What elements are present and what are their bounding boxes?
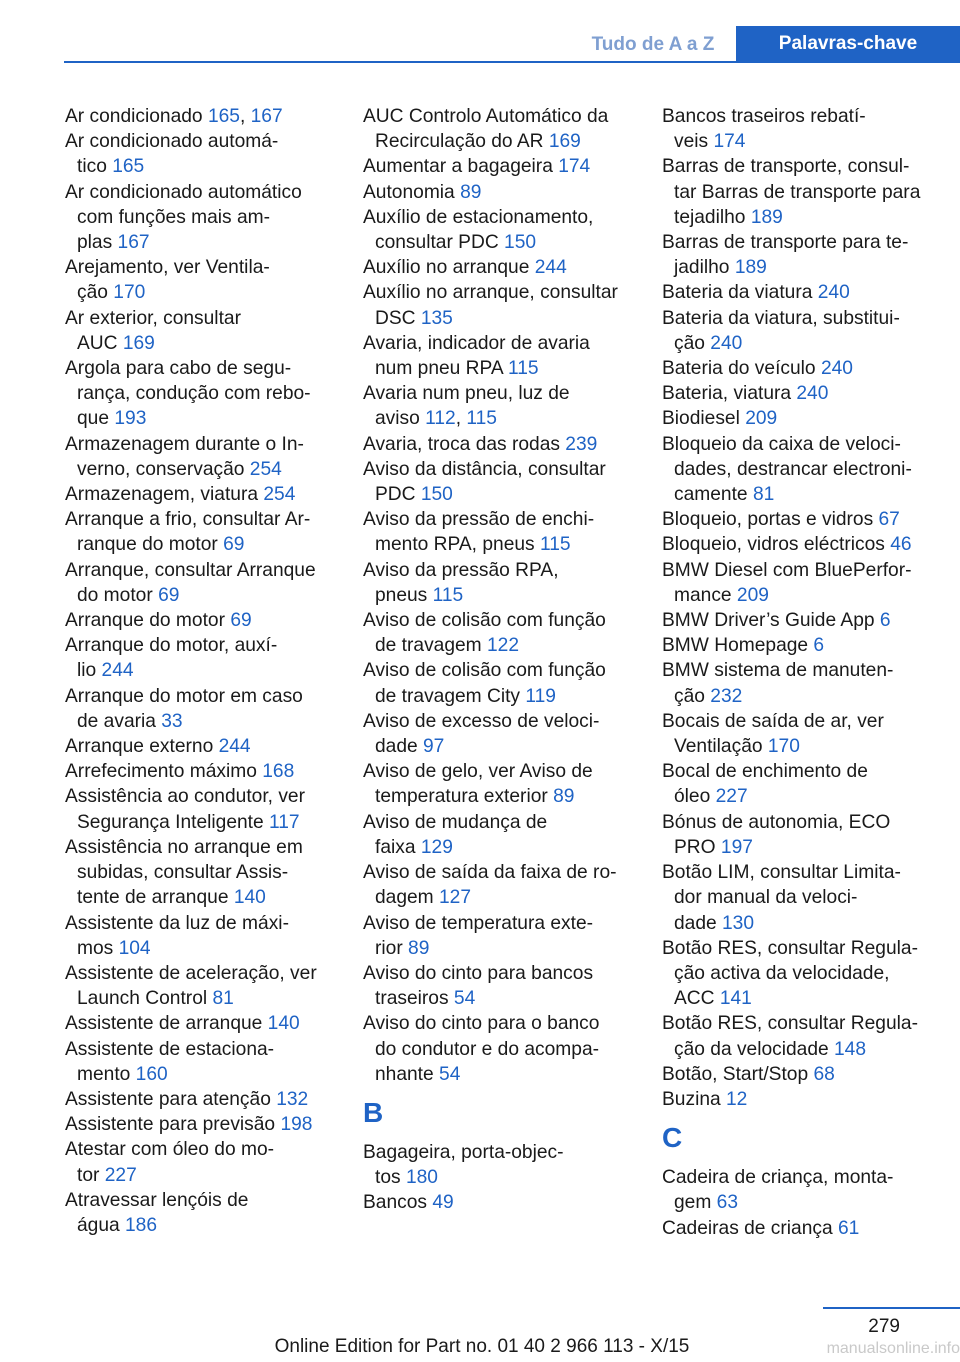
index-entry-text: BMW Driver’s Guide App xyxy=(662,610,880,632)
index-entry-text: Bocal de enchimento de óleo xyxy=(662,761,868,808)
index-entry-text: Arranque do motor xyxy=(65,610,231,632)
page-link[interactable]: 244 xyxy=(534,257,567,279)
index-entry-text: Auxílio no arranque xyxy=(363,257,535,279)
page-link[interactable]: 81 xyxy=(212,988,234,1010)
page-link[interactable]: 49 xyxy=(432,1192,454,1214)
index-entry xyxy=(662,608,956,633)
page-link[interactable]: 170 xyxy=(113,282,146,304)
page-link[interactable]: 209 xyxy=(745,408,778,430)
index-entry-text: Aumentar a bagageira xyxy=(363,156,559,178)
index-entry-text: Ar condicionado xyxy=(65,106,208,127)
page-link[interactable]: 227 xyxy=(104,1164,137,1186)
index-entry xyxy=(363,104,651,154)
index-entry-text: Bateria do veículo xyxy=(662,358,821,380)
index-entry xyxy=(65,911,353,961)
index-entry xyxy=(662,1165,956,1215)
page-link[interactable]: 197 xyxy=(720,836,753,858)
index-column-1 xyxy=(65,104,353,1238)
index-entry xyxy=(363,1140,651,1190)
page-link[interactable]: 115 xyxy=(466,408,497,430)
index-entry-text: Atestar com óleo do mo- tor xyxy=(65,1139,275,1186)
page-link[interactable]: 174 xyxy=(558,156,591,178)
index-entry xyxy=(65,180,353,256)
index-entry xyxy=(363,558,651,608)
page-link[interactable]: 209 xyxy=(736,584,769,606)
index-entry xyxy=(363,658,651,708)
index-entry xyxy=(363,432,651,457)
index-entry xyxy=(363,280,651,330)
page-link[interactable]: 130 xyxy=(722,912,755,934)
page-link[interactable]: 165 xyxy=(207,106,240,127)
index-entry xyxy=(65,1011,353,1036)
index-letter-heading: C xyxy=(662,1122,683,1154)
index-entry xyxy=(363,381,651,431)
index-entry-text: Cadeiras de criança xyxy=(662,1217,838,1239)
page-link[interactable]: 148 xyxy=(834,1038,867,1060)
index-entry-text: Aviso da pressão de enchi- mento RPA, pneus xyxy=(363,509,595,556)
page-link[interactable]: 115 xyxy=(432,584,464,606)
index-entry-text: Botão RES, consultar Regula- ção activa da velocidade, ACC xyxy=(662,937,918,1010)
page-link[interactable]: 81 xyxy=(752,484,775,506)
index-entry xyxy=(662,356,956,381)
index-entry-text: Aviso da pressão RPA, pneus xyxy=(363,559,559,606)
page-link[interactable]: 12 xyxy=(726,1088,748,1110)
index-entry-text: Bateria da viatura, substitui- ção xyxy=(662,307,900,354)
index-entry-text: Aviso de mudança de faixa xyxy=(363,811,548,858)
page-link[interactable]: 61 xyxy=(837,1217,860,1239)
index-letter-heading: B xyxy=(363,1096,384,1128)
page-link[interactable]: 169 xyxy=(548,131,581,153)
page-link[interactable]: 122 xyxy=(487,635,520,657)
index-entry xyxy=(662,936,956,1012)
page-link[interactable]: 167 xyxy=(250,106,283,127)
index-entry-text: Aviso de excesso de veloci- dade xyxy=(363,710,600,758)
index-entry-text: BMW sistema de manuten- ção xyxy=(662,660,894,707)
page-link[interactable]: 227 xyxy=(715,786,748,808)
index-entry xyxy=(65,482,353,507)
index-entry xyxy=(662,810,956,860)
index-entry xyxy=(662,860,956,936)
index-entry-text: Arrefecimento máximo xyxy=(65,761,263,783)
index-entry xyxy=(65,1188,353,1238)
page-link[interactable]: 240 xyxy=(796,383,829,405)
index-entry xyxy=(363,154,651,179)
page-link[interactable]: 69 xyxy=(223,534,245,556)
index-entry-text: BMW Diesel com BluePerfor- mance xyxy=(662,559,912,606)
index-entry xyxy=(65,1037,353,1087)
index-entry-text: Bateria, viatura xyxy=(662,383,797,405)
page-link[interactable]: 244 xyxy=(218,736,251,758)
index-entry-text: Aviso de saída da faixa de ro- dagem xyxy=(363,862,617,909)
page-header xyxy=(0,0,960,64)
page-link[interactable]: 104 xyxy=(118,937,151,959)
page-link[interactable]: 254 xyxy=(263,484,296,506)
index-entry-text: Assistente para atenção xyxy=(65,1088,277,1110)
index-entry-text: Avaria, troca das rodas xyxy=(363,433,566,455)
page-link[interactable]: 141 xyxy=(719,988,752,1010)
page-link[interactable]: 117 xyxy=(269,811,300,833)
index-entry-text: BMW Homepage xyxy=(662,635,814,657)
page-link[interactable]: 189 xyxy=(750,206,783,228)
index-entry-text: Biodiesel xyxy=(662,408,746,430)
index-entry-text: AUC Controlo Automático da Recirculação do AR xyxy=(363,106,609,153)
index-entry xyxy=(662,432,956,508)
index-entry-text: Bancos xyxy=(363,1192,433,1214)
index-entry xyxy=(65,633,353,683)
page-link[interactable]: 140 xyxy=(233,887,266,909)
page-link[interactable]: 68 xyxy=(813,1063,835,1085)
index-entry xyxy=(65,255,353,305)
page-link[interactable]: 160 xyxy=(135,1063,168,1085)
page-link[interactable]: 89 xyxy=(553,786,575,808)
page-number: 279 xyxy=(868,1316,900,1337)
index-entry-text: Aviso de colisão com função de travagem City xyxy=(363,660,606,707)
page-link[interactable]: 119 xyxy=(525,685,556,707)
page-link[interactable]: 174 xyxy=(713,131,746,153)
index-entry-text: Auxílio no arranque, consultar DSC xyxy=(363,282,618,329)
index-entry xyxy=(65,734,353,759)
index-column-2 xyxy=(363,104,651,1216)
index-entry xyxy=(65,104,353,129)
header-rule xyxy=(64,61,960,63)
page-link[interactable]: 54 xyxy=(439,1063,461,1085)
index-entry-text: Armazenagem, viatura xyxy=(65,484,264,506)
page-link[interactable]: 135 xyxy=(420,307,453,329)
index-entry-text: Arejamento, ver Ventila- ção xyxy=(65,257,270,304)
index-entry-text: Bagageira, porta-objec- tos xyxy=(363,1141,564,1189)
index-entry xyxy=(363,255,651,280)
index-entry xyxy=(662,507,956,532)
page-link[interactable]: 115 xyxy=(507,358,539,380)
page-link[interactable]: 239 xyxy=(565,433,598,455)
page-link[interactable]: 232 xyxy=(710,685,743,707)
page-separator: , xyxy=(239,106,251,127)
page-link[interactable]: 193 xyxy=(114,408,147,430)
page-link[interactable]: 189 xyxy=(734,257,767,279)
index-entry-text: Arranque do motor, auxí- lio xyxy=(65,635,278,682)
page-link[interactable]: 46 xyxy=(890,534,912,556)
edition-line: Online Edition for Part no. 01 40 2 966 113 - X/15 xyxy=(274,1336,690,1357)
page-link[interactable]: 129 xyxy=(420,836,453,858)
page-link[interactable]: 254 xyxy=(249,458,282,480)
index-entry xyxy=(363,810,651,860)
index-entry xyxy=(662,1062,956,1087)
page-link[interactable]: 240 xyxy=(820,358,853,380)
index-entry xyxy=(65,759,353,784)
index-entry xyxy=(65,558,353,608)
index-entry xyxy=(662,1216,956,1241)
index-entry-text: Bónus de autonomia, ECO PRO xyxy=(662,811,891,858)
page-link[interactable]: 63 xyxy=(716,1192,739,1214)
index-entry xyxy=(65,835,353,911)
page-link[interactable]: 6 xyxy=(813,635,825,657)
index-entry-text: Bateria da viatura xyxy=(662,282,818,304)
index-entry-text: Armazenagem durante o In- verno, conservação xyxy=(65,433,304,480)
page-link[interactable]: 168 xyxy=(262,761,295,783)
index-entry-text: Bancos traseiros rebatí- veis xyxy=(662,106,866,153)
index-entry-text: Barras de transporte, consul- tar Barras de transporte para tejadilho xyxy=(662,156,921,228)
page-link[interactable]: 89 xyxy=(408,937,430,959)
index-entry xyxy=(65,784,353,834)
index-entry-text: Bloqueio, portas e vidros xyxy=(662,509,879,531)
index-entry-text: Assistente para previsão xyxy=(65,1114,281,1136)
index-entry-text: Arranque externo xyxy=(65,736,219,758)
page-link[interactable]: 132 xyxy=(276,1088,309,1110)
index-entry-text: Autonomia xyxy=(363,181,461,203)
page-link[interactable]: 165 xyxy=(112,156,145,178)
index-entry xyxy=(662,104,956,154)
index-entry xyxy=(363,205,651,255)
index-entry-text: Botão, Start/Stop xyxy=(662,1063,814,1085)
index-entry-text: Assistente de arranque xyxy=(65,1013,268,1035)
index-entry xyxy=(662,280,956,305)
index-entry xyxy=(363,1011,651,1087)
index-entry xyxy=(662,381,956,406)
index-entry xyxy=(363,608,651,658)
page-link[interactable]: 150 xyxy=(504,232,537,254)
tab-palavras-chave[interactable]: Palavras-chave xyxy=(736,26,960,61)
index-entry xyxy=(65,432,353,482)
index-column-3 xyxy=(662,104,956,1241)
index-entry xyxy=(363,709,651,759)
page-link[interactable]: 170 xyxy=(767,736,800,758)
index-entry-text: Avaria, indicador de avaria num pneu RPA xyxy=(363,332,590,380)
page-link[interactable]: 67 xyxy=(878,509,900,531)
index-entry-text: Auxílio de estacionamento, consultar PDC xyxy=(363,206,594,254)
index-entry xyxy=(662,759,956,809)
index-entry xyxy=(662,558,956,608)
index-entry-text: Atravessar lençóis de água xyxy=(65,1189,249,1236)
index-entry-text: Assistência ao condutor, ver Segurança Inteligente xyxy=(65,786,305,833)
index-entry xyxy=(65,1137,353,1187)
index-entry-text: Ar exterior, consultar AUC xyxy=(65,307,241,354)
page-link[interactable]: 140 xyxy=(267,1013,300,1035)
index-entry-text: Bloqueio da caixa de veloci- dades, destrancar electroni- camente xyxy=(662,433,912,506)
page-link[interactable]: 180 xyxy=(405,1167,438,1189)
page-link[interactable]: 89 xyxy=(460,181,482,203)
index-entry xyxy=(363,911,651,961)
index-entry xyxy=(363,759,651,809)
page-link[interactable]: 150 xyxy=(420,484,453,506)
index-entry-text: Ar condicionado automá- tico xyxy=(65,131,279,178)
index-entry xyxy=(363,860,651,910)
index-entry xyxy=(363,507,651,557)
page-link[interactable]: 6 xyxy=(879,610,891,632)
page-link[interactable]: 97 xyxy=(423,736,445,758)
index-entry-text: Assistente de estaciona- mento xyxy=(65,1038,275,1085)
page-link[interactable]: 112 xyxy=(425,408,456,430)
index-entry xyxy=(363,961,651,1011)
page-link[interactable]: 127 xyxy=(439,887,472,909)
page-link[interactable]: 169 xyxy=(122,332,155,354)
index-entry xyxy=(662,230,956,280)
page-link[interactable]: 69 xyxy=(230,610,252,632)
index-entry xyxy=(662,633,956,658)
index-entry-text: Aviso do cinto para o banco do condutor e do acompa- nhante xyxy=(363,1013,600,1085)
index-entry xyxy=(65,129,353,179)
index-entry xyxy=(65,306,353,356)
index-entry xyxy=(662,406,956,431)
index-entry xyxy=(662,532,956,557)
page-link[interactable]: 115 xyxy=(539,534,571,556)
index-entry xyxy=(363,331,651,381)
index-entry xyxy=(363,1190,651,1215)
index-entry xyxy=(65,1112,353,1137)
index-entry xyxy=(65,961,353,1011)
index-entry-text: Bloqueio, vidros eléctricos xyxy=(662,534,891,556)
index-entry xyxy=(662,306,956,356)
page-link[interactable]: 240 xyxy=(710,332,743,354)
index-entry-text: Cadeira de criança, monta- gem xyxy=(662,1167,894,1214)
index-entry xyxy=(65,356,353,432)
page-link[interactable]: 244 xyxy=(101,660,134,682)
page-link[interactable]: 33 xyxy=(161,710,183,732)
index-entry xyxy=(662,709,956,759)
index-entry-text: Aviso do cinto para bancos traseiros xyxy=(363,962,594,1010)
index-entry-text: Aviso da distância, consultar PDC xyxy=(363,458,606,506)
index-entry xyxy=(662,1087,956,1112)
index-entry-text: Botão RES, consultar Regula- ção da velocidade xyxy=(662,1013,918,1060)
index-entry xyxy=(662,154,956,230)
index-entry-text: Arranque a frio, consultar Ar- ranque do motor xyxy=(65,509,311,556)
index-entry-text: Arranque, consultar Arranque do motor xyxy=(65,559,316,606)
index-entry-text: Bocais de saída de ar, ver Ventilação xyxy=(662,710,884,758)
index-entry-text: Argola para cabo de segu- rança, condução com rebo- que xyxy=(65,358,311,430)
page-link[interactable]: 54 xyxy=(453,988,476,1010)
index-entry-text: Avaria num pneu, luz de aviso xyxy=(363,383,570,430)
index-entry xyxy=(363,180,651,205)
index-entry-text: Ar condicionado automático com funções mais am- plas xyxy=(65,181,302,254)
index-entry-text: Aviso de colisão com função de travagem xyxy=(363,610,606,657)
index-entry-text: Aviso de temperatura exte- rior xyxy=(363,912,594,959)
footer-rule xyxy=(823,1307,960,1309)
index-entry xyxy=(65,1087,353,1112)
page-link[interactable]: 69 xyxy=(158,584,180,606)
page-link[interactable]: 167 xyxy=(117,232,150,254)
index-entry-text: Assistente da luz de máxi- mos xyxy=(65,912,289,959)
index-entry-text: Barras de transporte para te- jadilho xyxy=(662,232,909,279)
index-entry-text: Buzina xyxy=(662,1088,726,1110)
index-entry-text: Aviso de gelo, ver Aviso de temperatura exterior xyxy=(363,761,593,808)
page-separator: , xyxy=(455,408,467,430)
index-entry xyxy=(65,684,353,734)
index-entry xyxy=(662,1011,956,1061)
page-link[interactable]: 240 xyxy=(817,282,850,304)
watermark: manualsonline.info xyxy=(826,1340,960,1357)
index-entry-text: Assistente de aceleração, ver Launch Control xyxy=(65,962,317,1010)
index-entry-text: Arranque do motor em caso de avaria xyxy=(65,685,303,732)
index-entry-text: Assistência no arranque em subidas, consultar Assis- tente de arranque xyxy=(65,836,303,909)
index-entry-text: Botão LIM, consultar Limita- dor manual da veloci- dade xyxy=(662,862,901,934)
index-entry xyxy=(65,507,353,557)
index-entry xyxy=(65,608,353,633)
index-entry xyxy=(662,658,956,708)
page-link[interactable]: 186 xyxy=(125,1214,158,1236)
index-entry xyxy=(363,457,651,507)
tab-tudo-de-a-a-z[interactable]: Tudo de A a Z xyxy=(572,28,734,61)
page-link[interactable]: 198 xyxy=(280,1114,313,1136)
